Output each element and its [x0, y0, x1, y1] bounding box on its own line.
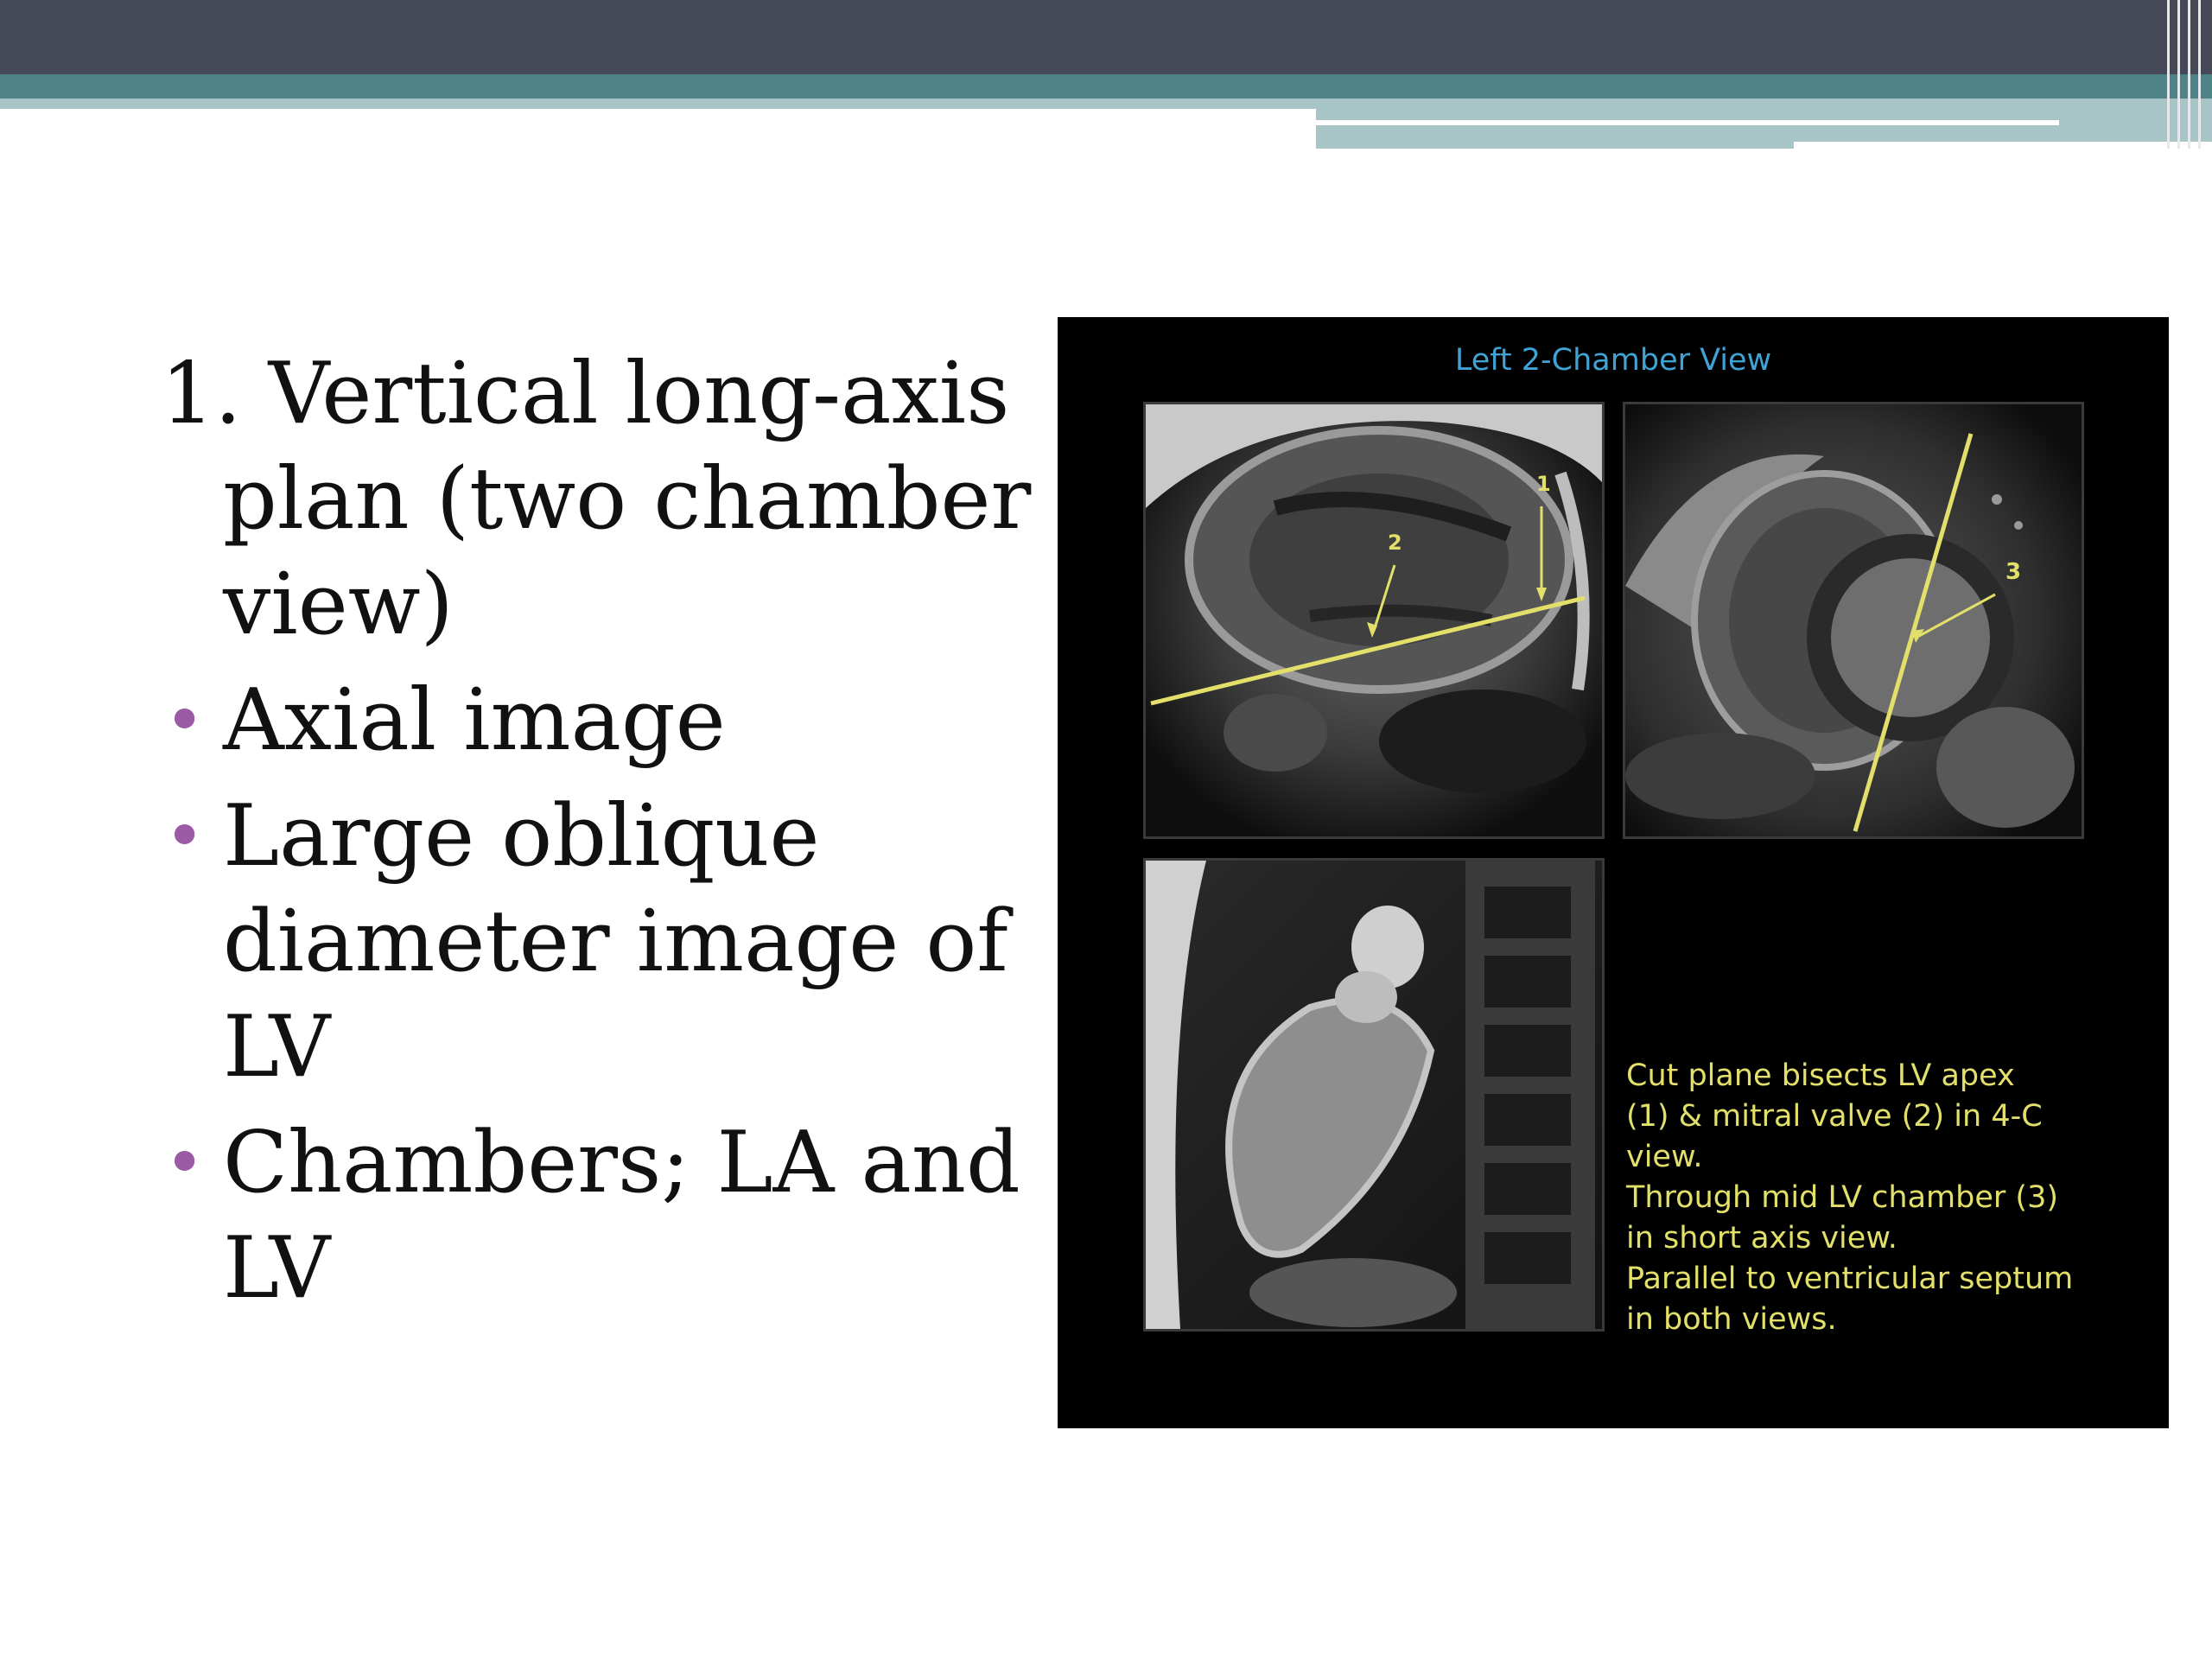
bullet-item-text: Axial image: [223, 671, 726, 770]
mri-panel-two-chamber: [1143, 858, 1605, 1332]
slide-content: [161, 341, 1059, 1332]
bullet-dot-icon: •: [164, 796, 206, 876]
header-edge-line: [2177, 0, 2180, 149]
numbered-item-text: 1. Vertical long-axis plan (two chamber view): [161, 345, 1032, 654]
caption-line: Through mid LV chamber (3): [1626, 1180, 2058, 1215]
mri-short-axis-image: [1625, 404, 2082, 836]
header-band-dark: [0, 0, 2212, 74]
caption-line: view.: [1626, 1140, 1703, 1174]
caption-line: in short axis view.: [1626, 1221, 1897, 1255]
bullet-item-text: Large oblique diameter image of LV: [223, 787, 1008, 1096]
numbered-item: [161, 341, 1059, 658]
mri-figure: [1058, 317, 2169, 1428]
mri-two-chamber-image: [1146, 861, 1602, 1329]
bullet-item: [161, 668, 1059, 773]
header-edge-line: [2188, 0, 2190, 149]
header-band-light: [0, 99, 1316, 109]
bullet-item: [161, 1110, 1059, 1321]
marker-label: 2: [1388, 531, 1402, 555]
caption-line: Cut plane bisects LV apex: [1626, 1058, 2015, 1093]
caption-line: in both views.: [1626, 1302, 1837, 1337]
caption-line: (1) & mitral valve (2) in 4-C: [1626, 1099, 2043, 1134]
mri-panel-short-axis: [1623, 402, 2084, 839]
header-line: [1316, 120, 2059, 125]
figure-title: Left 2-Chamber View: [1454, 343, 1772, 378]
mri-four-chamber-image: [1146, 404, 1602, 836]
figure-caption: [1626, 1056, 2145, 1340]
mri-panel-four-chamber: [1143, 402, 1605, 839]
bullet-dot-icon: •: [164, 680, 206, 760]
bullet-item-text: Chambers; LA and LV: [223, 1114, 1020, 1318]
bullet-dot-icon: •: [164, 1122, 206, 1203]
caption-line: Parallel to ventricular septum: [1626, 1262, 2074, 1296]
marker-label: 1: [1536, 472, 1551, 496]
header-edge-line: [2167, 0, 2170, 149]
bullet-item: [161, 784, 1059, 1100]
header-edge-line: [2198, 0, 2201, 149]
header-band-teal: [0, 74, 2212, 99]
marker-label: 3: [2005, 559, 2022, 585]
header-line-lower: [1794, 142, 2212, 149]
